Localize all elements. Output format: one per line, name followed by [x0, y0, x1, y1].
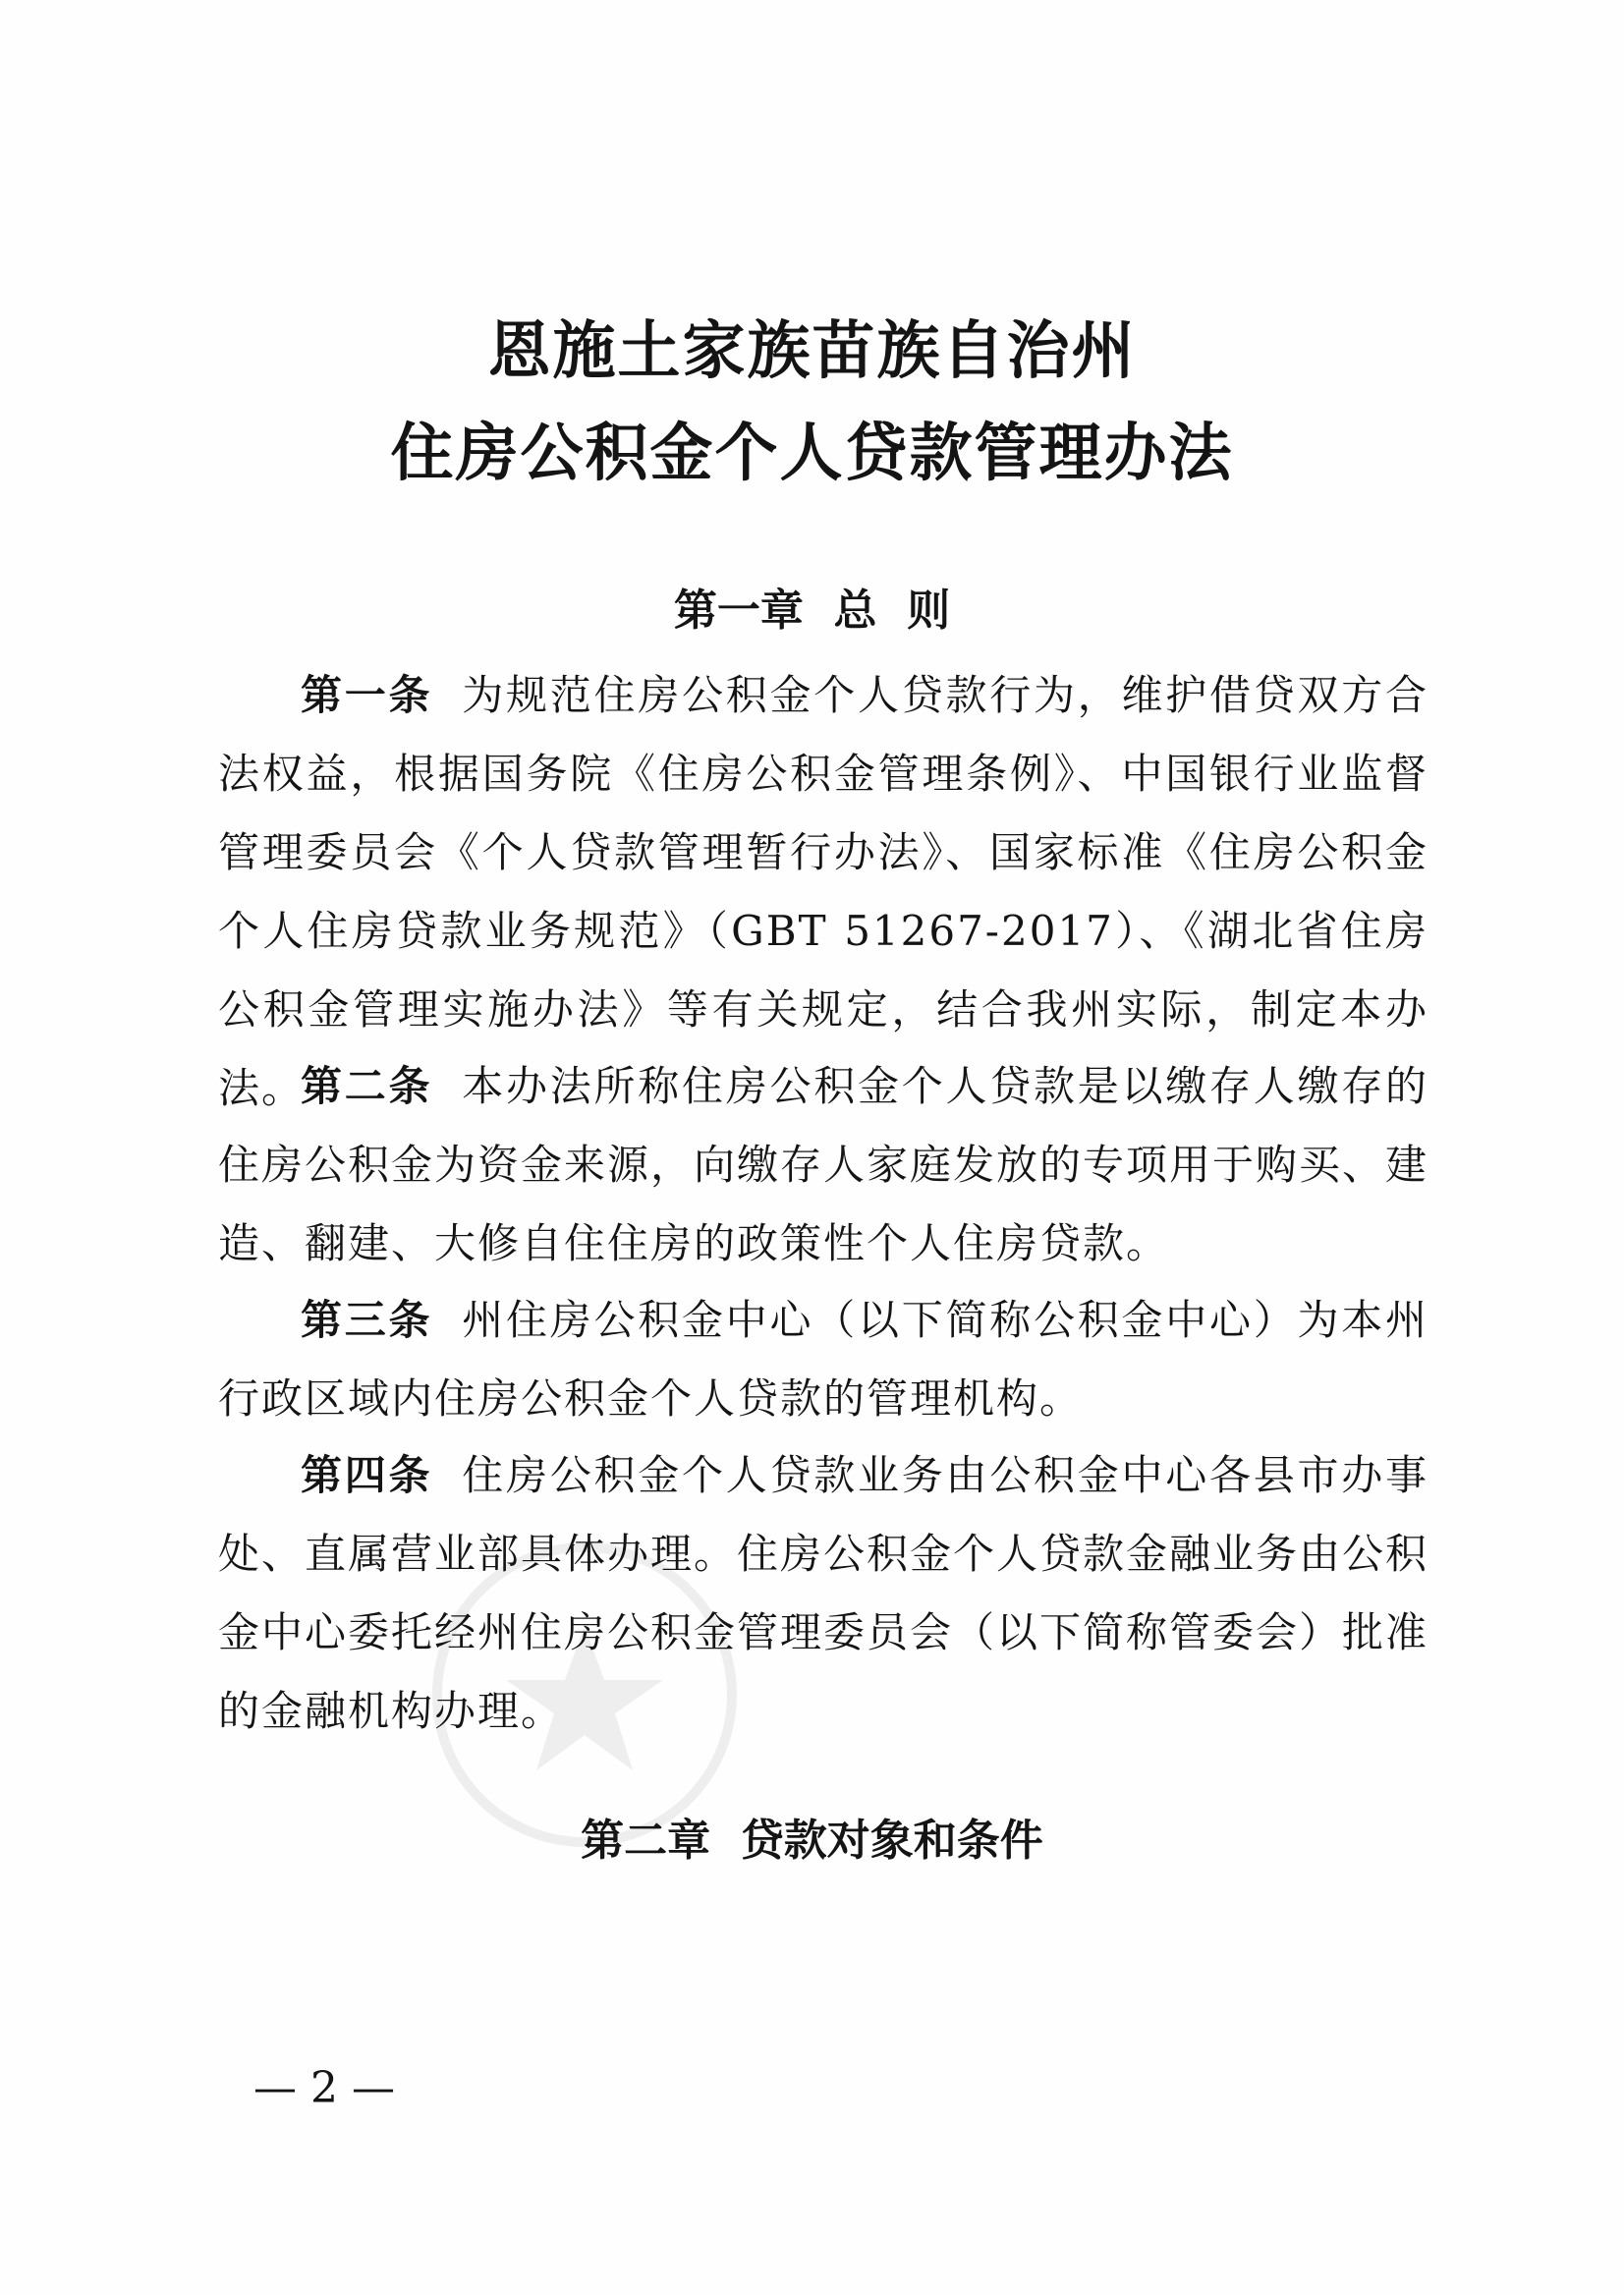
article-3-number: 第三条: [301, 1296, 433, 1344]
article-4-number: 第四条: [301, 1451, 433, 1499]
page-number: — 2 —: [253, 2063, 395, 2113]
document-title-line-2: 住房公积金个人贷款管理办法: [390, 418, 1234, 490]
article-2-text: 本办法所称住房公积金个人贷款是以缴存人缴存的住房公积金为资金来源，向缴存人家庭发放的专项用于购买、建造、翻建、大修自住住房的政策性个人住房贷款。: [218, 1062, 1429, 1267]
article-1-text: 为规范住房公积金个人贷款行为，维护借贷双方合法权益，根据国务院《住房公积金管理条例》、中国银行业监督管理委员会《个人贷款管理暂行办法》、国家标准《住房公积金个人住房贷款业务规范》（GBT 51267-2017）、《湖北省住房公积金管理实施办法》等有关规定，结合我州实际，制定本办法。: [218, 671, 1428, 1112]
article-4: [218, 1436, 1428, 1751]
chapter-1-heading: 第一章 总 则: [673, 586, 951, 636]
article-2-number: 第二条: [301, 1062, 433, 1110]
article-2: [218, 1047, 1428, 1283]
document-title-line-1: 恩施土家族苗族自治州: [487, 315, 1137, 388]
chapter-2-heading: 第二章 贷款对象和条件: [581, 1816, 1043, 1866]
article-3-text: 州住房公积金中心（以下简称公积金中心）为本州行政区域内住房公积金个人贷款的管理机构。: [218, 1296, 1428, 1423]
article-1-number: 第一条: [301, 671, 433, 719]
article-4-text: 住房公积金个人贷款业务由公积金中心各县市办事处、直属营业部具体办理。住房公积金个人贷款金融业务由公积金中心委托经州住房公积金管理委员会（以下简称管委会）批准的金融机构办理。: [218, 1451, 1429, 1735]
article-3: [218, 1281, 1428, 1438]
